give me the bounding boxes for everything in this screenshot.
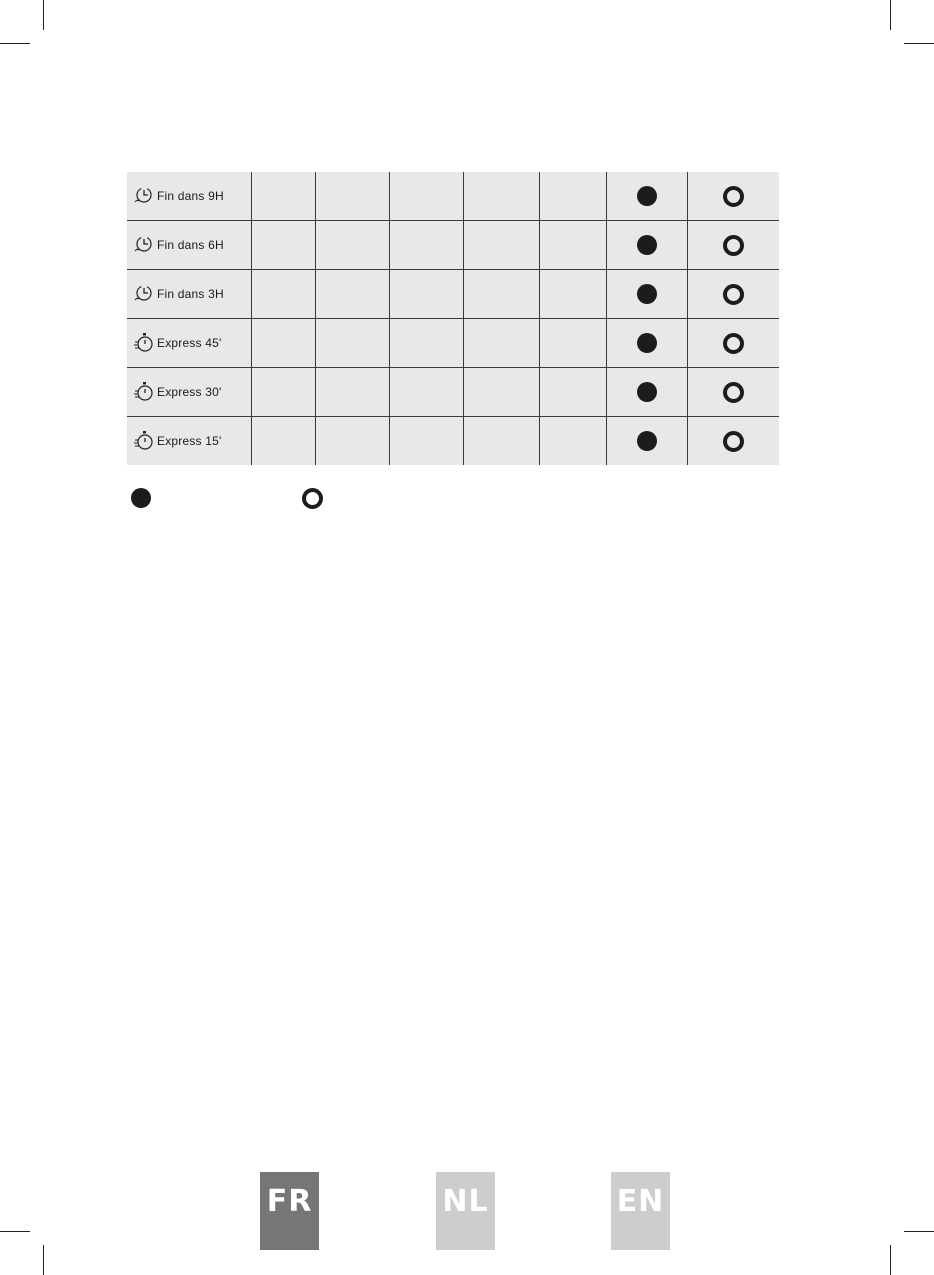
empty-cell [539, 417, 606, 466]
empty-cell [389, 221, 463, 270]
delay-clock-icon [133, 234, 155, 256]
filled-dot-icon [637, 284, 657, 304]
hollow-dot-icon [723, 333, 744, 354]
mark-cell [606, 221, 687, 270]
mark-cell [687, 417, 779, 466]
empty-cell [463, 221, 539, 270]
program-label-cell [127, 172, 251, 221]
program-label: Express 15' [157, 434, 222, 448]
crop-mark [43, 1245, 44, 1275]
empty-cell [389, 319, 463, 368]
mark-cell [687, 172, 779, 221]
program-label: Express 30' [157, 385, 222, 399]
empty-cell [389, 172, 463, 221]
program-label: Fin dans 9H [157, 189, 224, 203]
crop-mark [904, 1231, 934, 1232]
empty-cell [463, 319, 539, 368]
empty-cell [315, 368, 389, 417]
hollow-dot-icon [723, 431, 744, 452]
mark-cell [606, 172, 687, 221]
program-label-cell [127, 270, 251, 319]
program-label: Express 45' [157, 336, 222, 350]
legend-filled [131, 488, 151, 508]
empty-cell [539, 270, 606, 319]
empty-cell [539, 319, 606, 368]
program-label-cell [127, 417, 251, 466]
empty-cell [539, 221, 606, 270]
hollow-dot-icon [723, 235, 744, 256]
program-label-cell [127, 221, 251, 270]
delay-clock-icon [133, 185, 155, 207]
crop-mark [890, 0, 891, 30]
empty-cell [389, 368, 463, 417]
hollow-dot-icon [723, 284, 744, 305]
mark-cell [687, 221, 779, 270]
program-label-cell [127, 368, 251, 417]
empty-cell [463, 417, 539, 466]
legend-hollow [302, 488, 323, 509]
empty-cell [251, 368, 315, 417]
empty-cell [315, 319, 389, 368]
mark-cell [606, 270, 687, 319]
crop-mark [0, 1231, 30, 1232]
empty-cell [463, 270, 539, 319]
program-label: Fin dans 3H [157, 287, 224, 301]
hollow-dot-icon [723, 186, 744, 207]
table-row [127, 319, 779, 368]
filled-dot-icon [637, 186, 657, 206]
table-row [127, 417, 779, 466]
language-tab-nl[interactable]: NL [436, 1172, 495, 1250]
empty-cell [539, 368, 606, 417]
program-label-cell [127, 319, 251, 368]
mark-cell [687, 319, 779, 368]
filled-dot-icon [637, 431, 657, 451]
empty-cell [251, 172, 315, 221]
empty-cell [539, 172, 606, 221]
empty-cell [251, 270, 315, 319]
program-label: Fin dans 6H [157, 238, 224, 252]
crop-mark [43, 0, 44, 30]
empty-cell [389, 417, 463, 466]
empty-cell [315, 270, 389, 319]
empty-cell [463, 172, 539, 221]
empty-cell [315, 417, 389, 466]
express-timer-icon [133, 332, 155, 354]
table-row [127, 368, 779, 417]
filled-dot-icon [637, 333, 657, 353]
express-timer-icon [133, 430, 155, 452]
mark-cell [606, 417, 687, 466]
mark-cell [606, 319, 687, 368]
empty-cell [389, 270, 463, 319]
language-tab-fr[interactable]: FR [260, 1172, 319, 1250]
mark-cell [687, 270, 779, 319]
empty-cell [251, 417, 315, 466]
filled-dot-icon [637, 235, 657, 255]
delay-clock-icon [133, 283, 155, 305]
empty-cell [251, 319, 315, 368]
empty-cell [315, 172, 389, 221]
filled-dot-icon [637, 382, 657, 402]
empty-cell [463, 368, 539, 417]
crop-mark [904, 43, 934, 44]
express-timer-icon [133, 381, 155, 403]
mark-cell [606, 368, 687, 417]
crop-mark [0, 43, 30, 44]
table-row [127, 172, 779, 221]
hollow-dot-icon [302, 488, 323, 509]
empty-cell [315, 221, 389, 270]
filled-dot-icon [131, 488, 151, 508]
program-table [127, 172, 779, 465]
table-row [127, 270, 779, 319]
language-tab-en[interactable]: EN [611, 1172, 670, 1250]
mark-cell [687, 368, 779, 417]
hollow-dot-icon [723, 382, 744, 403]
table-row [127, 221, 779, 270]
crop-mark [890, 1245, 891, 1275]
empty-cell [251, 221, 315, 270]
